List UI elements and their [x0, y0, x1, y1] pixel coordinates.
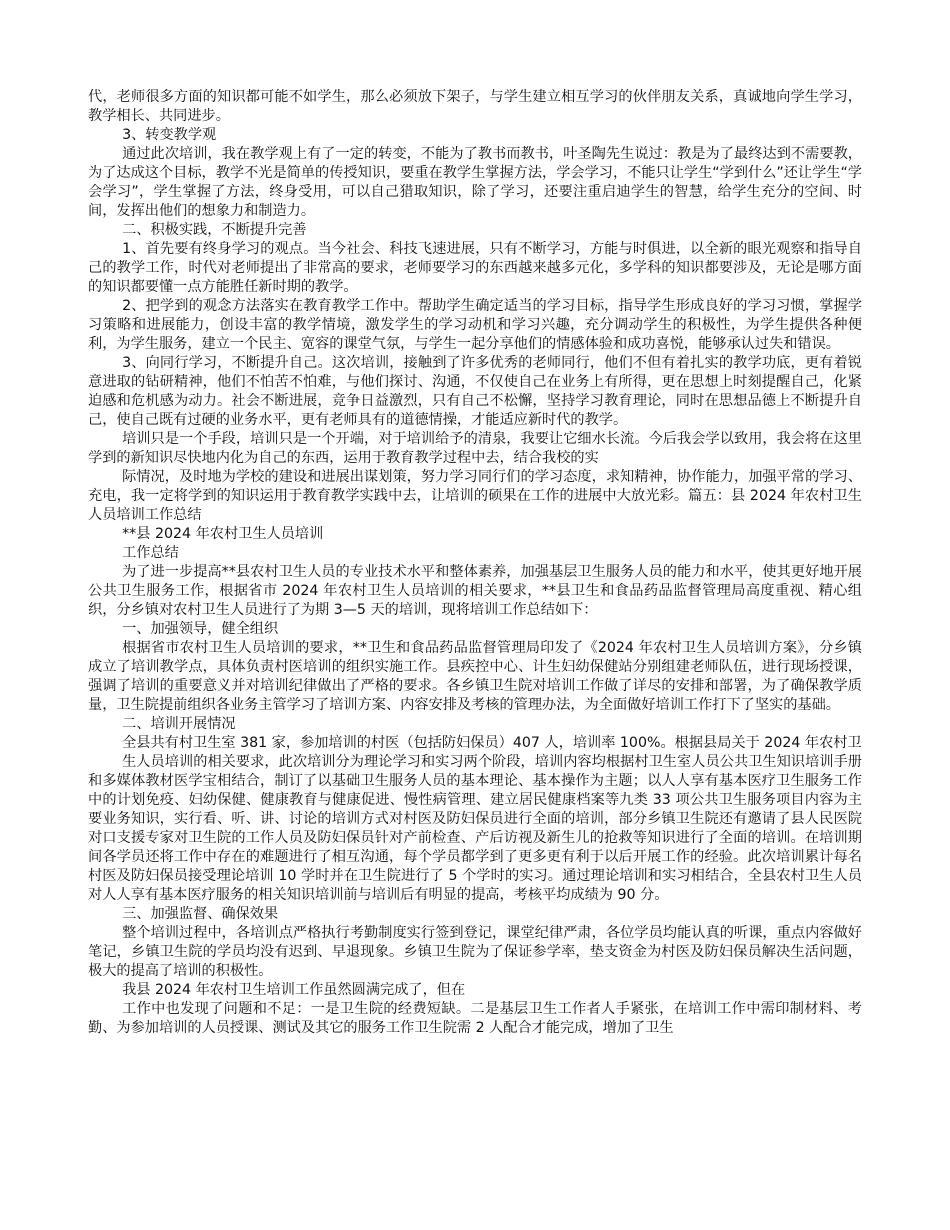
paragraph: 为了进一步提高**县农村卫生人员的专业技术水平和整体素养，加强基层卫生服务人员的能力和水平，使其更好地开展公共卫生服务工作，根据省市 2024 年农村卫生人员培训的相关要求，**县卫生和食品药品监督管理局高度重视、精心组织，分乡镇对农村卫生人员进行了为期 3—5 天的培训，现将培训工作总结如下： — [88, 564, 862, 618]
paragraph: 全县共有村卫生室 381 家，参加培训的村医（包括防妇保员）407 人，培训率 100%。根据县局关于 2024 年农村卫 — [122, 735, 862, 751]
paragraph: 代，老师很多方面的知识都可能不如学生，那么必须放下架子，与学生建立相互学习的伙伴朋友关系，真诚地向学生学习，教学相长、共同进步。 — [88, 89, 862, 124]
section-heading: 三、加强监督、确保效果 — [122, 906, 279, 922]
document-title: **县 2024 年农村卫生人员培训 — [122, 526, 324, 542]
document-subtitle: 工作总结 — [122, 545, 179, 561]
section-heading: 二、培训开展情况 — [122, 716, 236, 732]
section-heading: 二、积极实践，不断提升完善 — [122, 222, 307, 238]
paragraph: 我县 2024 年农村卫生培训工作虽然圆满完成了，但在 — [122, 982, 466, 998]
section-heading: 一、加强领导，健全组织 — [122, 621, 279, 637]
paragraph: 培训只是一个手段，培训只是一个开端，对于培训给予的清泉，我要让它细水长流。今后我会学以致用，我会将在这里学到的新知识尽快地内化为自己的东西，运用于教育教学过程中去，结合我校的实 — [88, 431, 862, 466]
paragraph: 整个培训过程中，各培训点严格执行考勤制度实行签到登记，课堂纪律严肃，各位学员均能认真的听课，重点内容做好笔记，乡镇卫生院的学员均没有迟到、早退现象。乡镇卫生院为了保证参学率，垫支资金为村医及防妇保员解决生活问题，极大的提高了培训的积极性。 — [88, 925, 862, 979]
paragraph: 根据省市农村卫生人员培训的要求，**卫生和食品药品监督管理局印发了《2024 年农村卫生人员培训方案》，分乡镇成立了培训教学点，具体负责村医培训的组织实施工作。县疾控中心、计生妇幼保健站分别组建老师队伍，进行现场授课，强调了培训的重要意义并对培训纪律做出了严格的要求。各乡镇卫生院对培训工作做了详尽的安排和部署，为了确保教学质量，卫生院提前组织各业务主管学习了培训方案、内容安排及考核的管理办法，为全面做好培训工作打下了坚实的基础。 — [88, 640, 862, 713]
paragraph: 1、首先要有终身学习的观点。当今社会、科技飞速进展，只有不断学习，方能与时俱进，以全新的眼光观察和指导自己的教学工作，时代对老师提出了非常高的要求，老师要学习的东西越来越多元化，多学科的知识都要涉及，无论是哪方面的知识都要懂一点方能胜任新时期的教学。 — [88, 241, 862, 295]
paragraph: 际情况，及时地为学校的建设和进展出谋划策，努力学习同行们的学习态度，求知精神，协作能力，加强平常的学习、充电，我一定将学到的知识运用于教育教学实践中去，让培训的硕果在工作的进展中大放光彩。篇五：县 2024 年农村卫生人员培训工作总结 — [88, 469, 862, 523]
paragraph: 2、把学到的观念方法落实在教育教学工作中。帮助学生确定适当的学习目标，指导学生形成良好的学习习惯，掌握学习策略和进展能力，创设丰富的教学情境，激发学生的学习动机和学习兴趣，充分调动学生的积极性，为学生提供各种便利，为学生服务，建立一个民主、宽容的课堂气氛，与学生一起分享他们的情感体验和成功喜悦，能够承认过失和错误。 — [88, 298, 862, 352]
paragraph: 生人员培训的相关要求，此次培训分为理论学习和实习两个阶段，培训内容均根据村卫生室人员公共卫生知识培训手册和多媒体教材医学宝相结合，制订了以基础卫生服务人员的基本理论、基本操作为主题；以人人享有基本医疗卫生服务工作中的计划免疫、妇幼保健、健康教育与健康促进、慢性病管理、建立居民健康档案等九类 33 项公共卫生服务项目内容为主要业务知识，实行看、听、讲、讨论的培训方式对村医及防妇保员进行全面的培训，部分乡镇卫生院还有邀请了县人民医院对口支援专家对卫生院的工作人员及防妇保员针对产前检查、产后访视及新生儿的抢救等知识进行了全面的培训。在培训期间各学员还将工作中存在的难题进行了相互沟通，每个学员都学到了更多更有利于以后开展工作的经验。此次培训累计每名村医及防妇保员接受理论培训 10 学时并在卫生院进行了 5 个学时的实习。通过理论培训和实习相结合，全县农村卫生人员对人人享有基本医疗服务的相关知识培训前与培训后有明显的提高，考核平均成绩为 90 分。 — [88, 754, 862, 903]
paragraph: 工作中也发现了问题和不足：一是卫生院的经费短缺。二是基层卫生工作者人手紧张，在培训工作中需印制材料、考勤、为参加培训的人员授课、测试及其它的服务工作卫生院需 2 人配合才能完成，增加了卫生 — [88, 1001, 862, 1036]
paragraph: 通过此次培训，我在教学观上有了一定的转变，不能为了教书而教书，叶圣陶先生说过：教是为了最终达到不需要教，为了达成这个目标，教学不光是简单的传授知识，要重在教学生掌握方法，学会学习，不能只让学生“学到什么”还让学生“学会学习”，学生掌握了方法，终身受用，可以自己猎取知识，除了学习，还要注重启迪学生的智慧，给学生充分的空间、时间，发挥出他们的想象力和制造力。 — [88, 146, 862, 219]
section-heading: 3、转变教学观 — [122, 127, 217, 143]
paragraph: 3、向同行学习，不断提升自己。这次培训，接触到了许多优秀的老师同行，他们不但有着扎实的教学功底，更有着锐意进取的钻研精神，他们不怕苦不怕难，与他们探讨、沟通，不仅使自己在业务上有所得，更在思想上时刻提醒自己，化紧迫感和危机感为动力。社会不断进展，竞争日益激烈，只有自己不松懈，坚持学习教育理论，同时在思想品德上不断提升自己，使自己既有过硬的业务水平，更有老师具有的道德情操，才能适应新时代的教学。 — [88, 355, 862, 428]
